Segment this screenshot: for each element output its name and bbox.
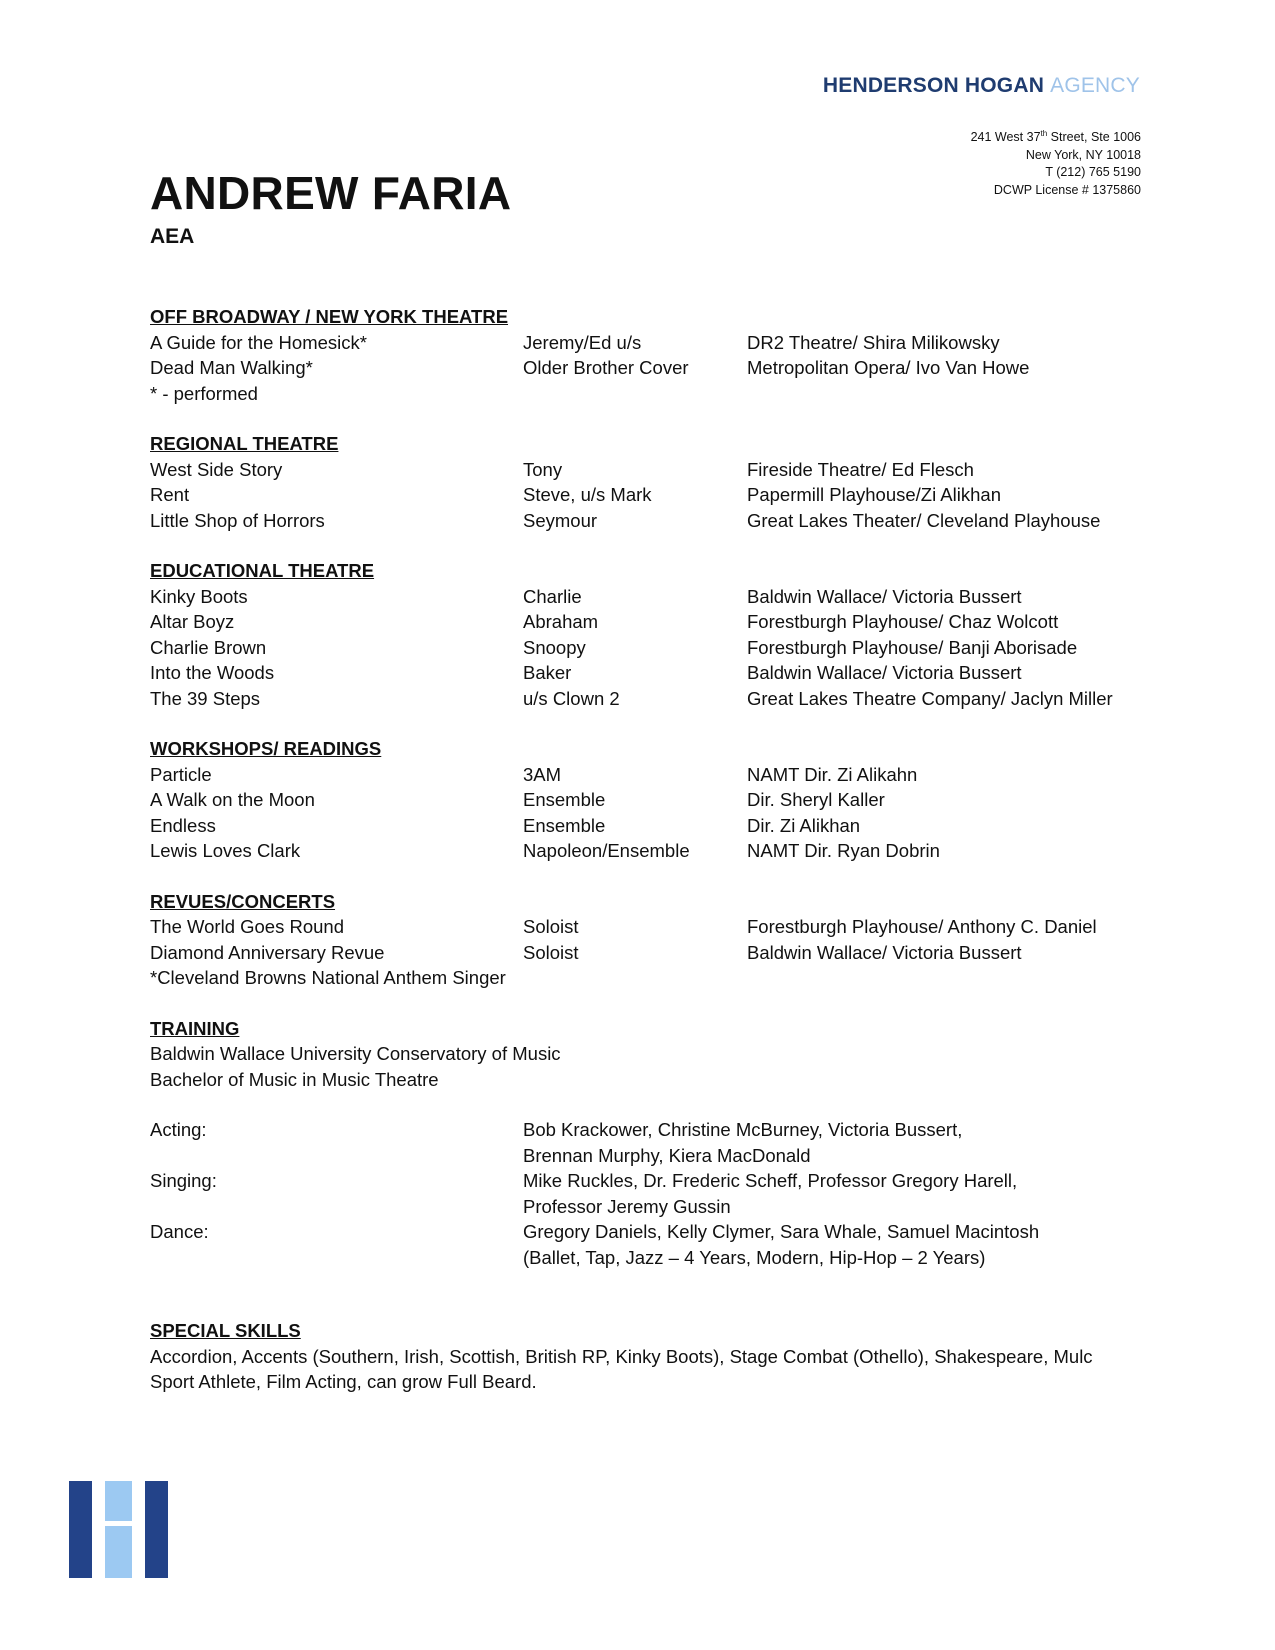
training-degree: Bachelor of Music in Music Theatre (150, 1068, 439, 1090)
agency-name-part1: HENDERSON HOGAN (822, 74, 1045, 97)
credit-row: Kinky Boots Charlie Baldwin Wallace/ Victoria Bussert (150, 585, 1022, 607)
credit-row: A Walk on the Moon Ensemble Dir. Sheryl Kaller (150, 789, 885, 810)
section-title: REGIONAL THEATRE (150, 433, 339, 454)
credit-row: A Guide for the Homesick* Jeremy/Ed u/s DR2 Theatre/ Shira Milikowsky (150, 331, 1000, 353)
credit-row: The 39 Steps u/s Clown 2 Great Lakes Theatre Company/ Jaclyn Miller (150, 687, 1113, 709)
section-note: *Cleveland Browns National Anthem Singer (150, 967, 506, 988)
credit-row: West Side Story Tony Fireside Theatre/ Ed Flesch (150, 458, 974, 480)
section-training (150, 1016, 1140, 1271)
section-regional (150, 431, 1140, 533)
section-title: OFF BROADWAY / NEW YORK THEATRE (150, 306, 509, 327)
skills-line2: Sport Athlete, Film Acting, can grow Full Beard. (150, 1371, 537, 1392)
skills-line1: Accordion, Accents (Southern, Irish, Scottish, British RP, Kinky Boots), Stage Combat (Othello), Shakespeare, Mulc (150, 1345, 1093, 1367)
section-off-broadway (150, 304, 1140, 406)
section-title: EDUCATIONAL THEATRE (150, 560, 375, 581)
section-title: WORKSHOPS/ READINGS (150, 738, 382, 759)
credit-row: Dead Man Walking* Older Brother Cover Metropolitan Opera/ Ivo Van Howe (150, 357, 1030, 378)
training-dance: Dance: Gregory Daniels, Kelly Clymer, Sara Whale, Samuel Macintosh (Ballet, Tap, Jazz – 4 Years, Modern, Hip-Hop – 2 Years) (150, 1221, 1040, 1268)
agency-address (971, 125, 1141, 199)
agency-name-part2: AGENCY (1050, 74, 1140, 97)
section-title: REVUES/CONCERTS (150, 890, 336, 912)
agency-phone: T (212) 765 5190 (1045, 165, 1141, 180)
address-line2: New York, NY 10018 (1025, 147, 1141, 162)
section-note: * - performed (150, 382, 258, 404)
credit-row: Particle 3AM NAMT Dir. Zi Alikahn (150, 763, 918, 785)
agency-license: DCWP License # 1375860 (993, 182, 1141, 197)
actor-union: AEA (150, 225, 195, 248)
credit-row: Endless Ensemble Dir. Zi Alikhan (150, 814, 861, 836)
section-title: TRAINING (150, 1017, 240, 1039)
credit-row: Altar Boyz Abraham Forestburgh Playhouse/ Chaz Wolcott (150, 611, 1059, 632)
credit-row: Lewis Loves Clark Napoleon/Ensemble NAMT Dir. Ryan Dobrin (150, 840, 940, 861)
section-title: SPECIAL SKILLS (150, 1320, 301, 1341)
training-acting: Acting: Bob Krackower, Christine McBurney, Victoria Bussert, Brennan Murphy, Kiera MacDonald (150, 1119, 963, 1166)
actor-name: ANDREW FARIA (150, 167, 512, 219)
training-school: Baldwin Wallace University Conservatory of Music (150, 1043, 561, 1064)
credit-row: Rent Steve, u/s Mark Papermill Playhouse/Zi Alikhan (150, 484, 1001, 505)
training-singing: Singing: Mike Ruckles, Dr. Frederic Scheff, Professor Gregory Harell, Professor Jeremy Gussin (150, 1170, 1018, 1217)
credit-row: Little Shop of Horrors Seymour Great Lakes Theater/ Cleveland Playhouse (150, 509, 1101, 531)
section-educational (150, 558, 1140, 711)
credit-row: The World Goes Round Soloist Forestburgh Playhouse/ Anthony C. Daniel (150, 916, 1097, 937)
section-workshops (150, 736, 1140, 864)
section-revues (150, 889, 1140, 991)
credit-row: Charlie Brown Snoopy Forestburgh Playhouse/ Banji Aborisade (150, 636, 1078, 658)
credit-row: Diamond Anniversary Revue Soloist Baldwin Wallace/ Victoria Bussert (150, 941, 1022, 963)
credit-row: Into the Woods Baker Baldwin Wallace/ Victoria Bussert (150, 662, 1022, 683)
agency-name (823, 74, 1140, 98)
address-line1: 241 West 37th Street, Ste 1006 (970, 129, 1141, 145)
section-special-skills (150, 1318, 1150, 1395)
resume-content (150, 304, 1140, 1295)
agency-h-logo-icon (69, 1481, 168, 1578)
